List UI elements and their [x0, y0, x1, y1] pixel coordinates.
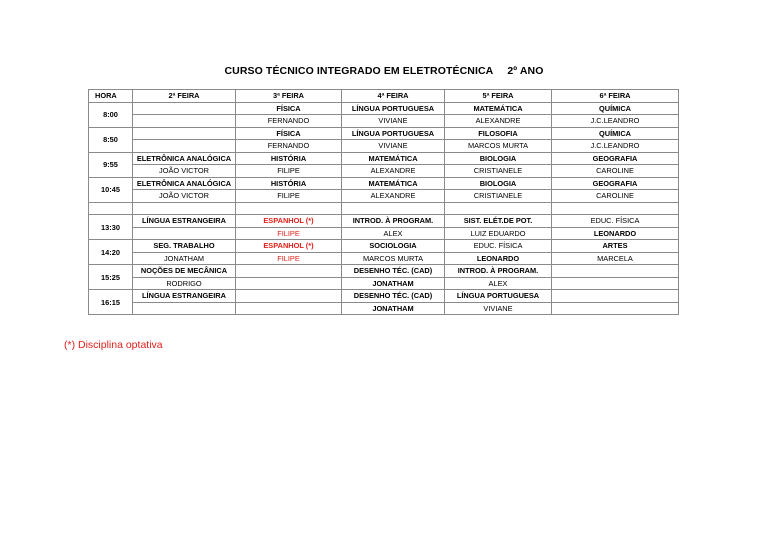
table-row	[89, 115, 679, 128]
table-row	[89, 215, 679, 228]
course-name: CURSO TÉCNICO INTEGRADO EM ELETROTÉCNICA	[224, 65, 494, 77]
table-row	[89, 102, 679, 115]
subject-cell: SEG. TRABALHO	[133, 240, 236, 253]
course-year: 2º ANO	[507, 65, 544, 77]
teacher-cell	[236, 302, 342, 315]
lunch-gap-row	[89, 202, 679, 215]
teacher-cell: MARCOS MURTA	[445, 140, 552, 153]
teacher-cell: CAROLINE	[552, 190, 679, 203]
optional-discipline-note: (*) Disciplina optativa	[64, 339, 163, 351]
teacher-cell: ALEX	[445, 277, 552, 290]
teacher-cell: ALEX	[342, 227, 445, 240]
subject-cell	[236, 265, 342, 278]
table-row	[89, 177, 679, 190]
gap-cell	[236, 202, 342, 215]
teacher-cell: MARCOS MURTA	[342, 252, 445, 265]
subject-cell: QUÍMICA	[552, 102, 679, 115]
time-cell: 8:50	[89, 127, 133, 152]
teacher-cell: LEONARDO	[445, 252, 552, 265]
teacher-cell-optional: FILIPE	[236, 252, 342, 265]
table-row	[89, 152, 679, 165]
subject-cell: BIOLOGIA	[445, 152, 552, 165]
subject-cell: DESENHO TÉC. (CAD)	[342, 265, 445, 278]
teacher-cell	[236, 277, 342, 290]
header-tuesday: 3ª FEIRA	[236, 90, 342, 103]
time-cell: 15:25	[89, 265, 133, 290]
gap-cell	[89, 202, 133, 215]
time-cell: 14:20	[89, 240, 133, 265]
table-row	[89, 277, 679, 290]
subject-cell: LÍNGUA PORTUGUESA	[445, 290, 552, 303]
subject-cell: LÍNGUA ESTRANGEIRA	[133, 215, 236, 228]
time-cell: 9:55	[89, 152, 133, 177]
subject-cell: BIOLOGIA	[445, 177, 552, 190]
teacher-cell	[133, 140, 236, 153]
subject-cell: ARTES	[552, 240, 679, 253]
teacher-cell: JONATHAM	[133, 252, 236, 265]
subject-cell: EDUC. FÍSICA	[445, 240, 552, 253]
subject-cell: LÍNGUA PORTUGUESA	[342, 102, 445, 115]
teacher-cell: J.C.LEANDRO	[552, 115, 679, 128]
subject-cell: LÍNGUA PORTUGUESA	[342, 127, 445, 140]
table-row	[89, 265, 679, 278]
subject-cell: MATEMÁTICA	[342, 177, 445, 190]
subject-cell: MATEMÁTICA	[342, 152, 445, 165]
subject-cell-optional: ESPANHOL (*)	[236, 215, 342, 228]
subject-cell	[236, 290, 342, 303]
teacher-cell: JONATHAM	[342, 277, 445, 290]
subject-cell: FÍSICA	[236, 127, 342, 140]
time-cell: 8:00	[89, 102, 133, 127]
header-thursday: 5ª FEIRA	[445, 90, 552, 103]
table-row	[89, 302, 679, 315]
table-row	[89, 252, 679, 265]
table-row	[89, 240, 679, 253]
table-row	[89, 165, 679, 178]
teacher-cell	[552, 277, 679, 290]
time-cell: 13:30	[89, 215, 133, 240]
subject-cell: SIST. ELÉT.DE POT.	[445, 215, 552, 228]
time-cell: 10:45	[89, 177, 133, 202]
teacher-cell: CRISTIANELE	[445, 165, 552, 178]
table-row	[89, 227, 679, 240]
table-row	[89, 190, 679, 203]
subject-cell: LÍNGUA ESTRANGEIRA	[133, 290, 236, 303]
table-row	[89, 140, 679, 153]
subject-cell	[552, 290, 679, 303]
teacher-cell: ALEXANDRE	[445, 115, 552, 128]
subject-cell: QUÍMICA	[552, 127, 679, 140]
teacher-cell: VIVIANE	[445, 302, 552, 315]
teacher-cell: CAROLINE	[552, 165, 679, 178]
subject-cell: HISTÓRIA	[236, 177, 342, 190]
subject-cell: INTROD. À PROGRAM.	[445, 265, 552, 278]
subject-cell: ELETRÔNICA ANALÓGICA	[133, 152, 236, 165]
header-wednesday: 4ª FEIRA	[342, 90, 445, 103]
header-row	[89, 90, 679, 103]
subject-cell: SOCIOLOGIA	[342, 240, 445, 253]
subject-cell: NOÇÕES DE MECÂNICA	[133, 265, 236, 278]
teacher-cell	[133, 227, 236, 240]
teacher-cell: VIVIANE	[342, 115, 445, 128]
teacher-cell: LEONARDO	[552, 227, 679, 240]
subject-cell	[552, 265, 679, 278]
teacher-cell: J.C.LEANDRO	[552, 140, 679, 153]
gap-cell	[552, 202, 679, 215]
class-schedule-table	[88, 89, 679, 315]
subject-cell	[133, 102, 236, 115]
teacher-cell: LUIZ EDUARDO	[445, 227, 552, 240]
teacher-cell: FERNANDO	[236, 140, 342, 153]
subject-cell: FILOSOFIA	[445, 127, 552, 140]
teacher-cell: CRISTIANELE	[445, 190, 552, 203]
teacher-cell: JOÃO VICTOR	[133, 165, 236, 178]
header-hora: HORA	[89, 90, 133, 103]
teacher-cell: FILIPE	[236, 165, 342, 178]
subject-cell: FÍSICA	[236, 102, 342, 115]
schedule-title	[0, 65, 768, 77]
subject-cell: GEOGRAFIA	[552, 152, 679, 165]
subject-cell: ELETRÔNICA ANALÓGICA	[133, 177, 236, 190]
teacher-cell: JONATHAM	[342, 302, 445, 315]
table-row	[89, 290, 679, 303]
subject-cell: EDUC. FÍSICA	[552, 215, 679, 228]
teacher-cell: ALEXANDRE	[342, 165, 445, 178]
gap-cell	[445, 202, 552, 215]
teacher-cell: JOÃO VICTOR	[133, 190, 236, 203]
teacher-cell	[133, 115, 236, 128]
teacher-cell: FERNANDO	[236, 115, 342, 128]
subject-cell: MATEMÁTICA	[445, 102, 552, 115]
teacher-cell	[552, 302, 679, 315]
teacher-cell: FILIPE	[236, 190, 342, 203]
header-friday: 6ª FEIRA	[552, 90, 679, 103]
teacher-cell: MARCELA	[552, 252, 679, 265]
subject-cell	[133, 127, 236, 140]
teacher-cell: RODRIGO	[133, 277, 236, 290]
teacher-cell-optional: FILIPE	[236, 227, 342, 240]
teacher-cell: VIVIANE	[342, 140, 445, 153]
subject-cell: INTROD. À PROGRAM.	[342, 215, 445, 228]
subject-cell: DESENHO TÉC. (CAD)	[342, 290, 445, 303]
gap-cell	[342, 202, 445, 215]
teacher-cell: ALEXANDRE	[342, 190, 445, 203]
subject-cell: GEOGRAFIA	[552, 177, 679, 190]
subject-cell-optional: ESPANHOL (*)	[236, 240, 342, 253]
gap-cell	[133, 202, 236, 215]
teacher-cell	[133, 302, 236, 315]
table-row	[89, 127, 679, 140]
subject-cell: HISTÓRIA	[236, 152, 342, 165]
header-monday: 2ª FEIRA	[133, 90, 236, 103]
time-cell: 16:15	[89, 290, 133, 315]
